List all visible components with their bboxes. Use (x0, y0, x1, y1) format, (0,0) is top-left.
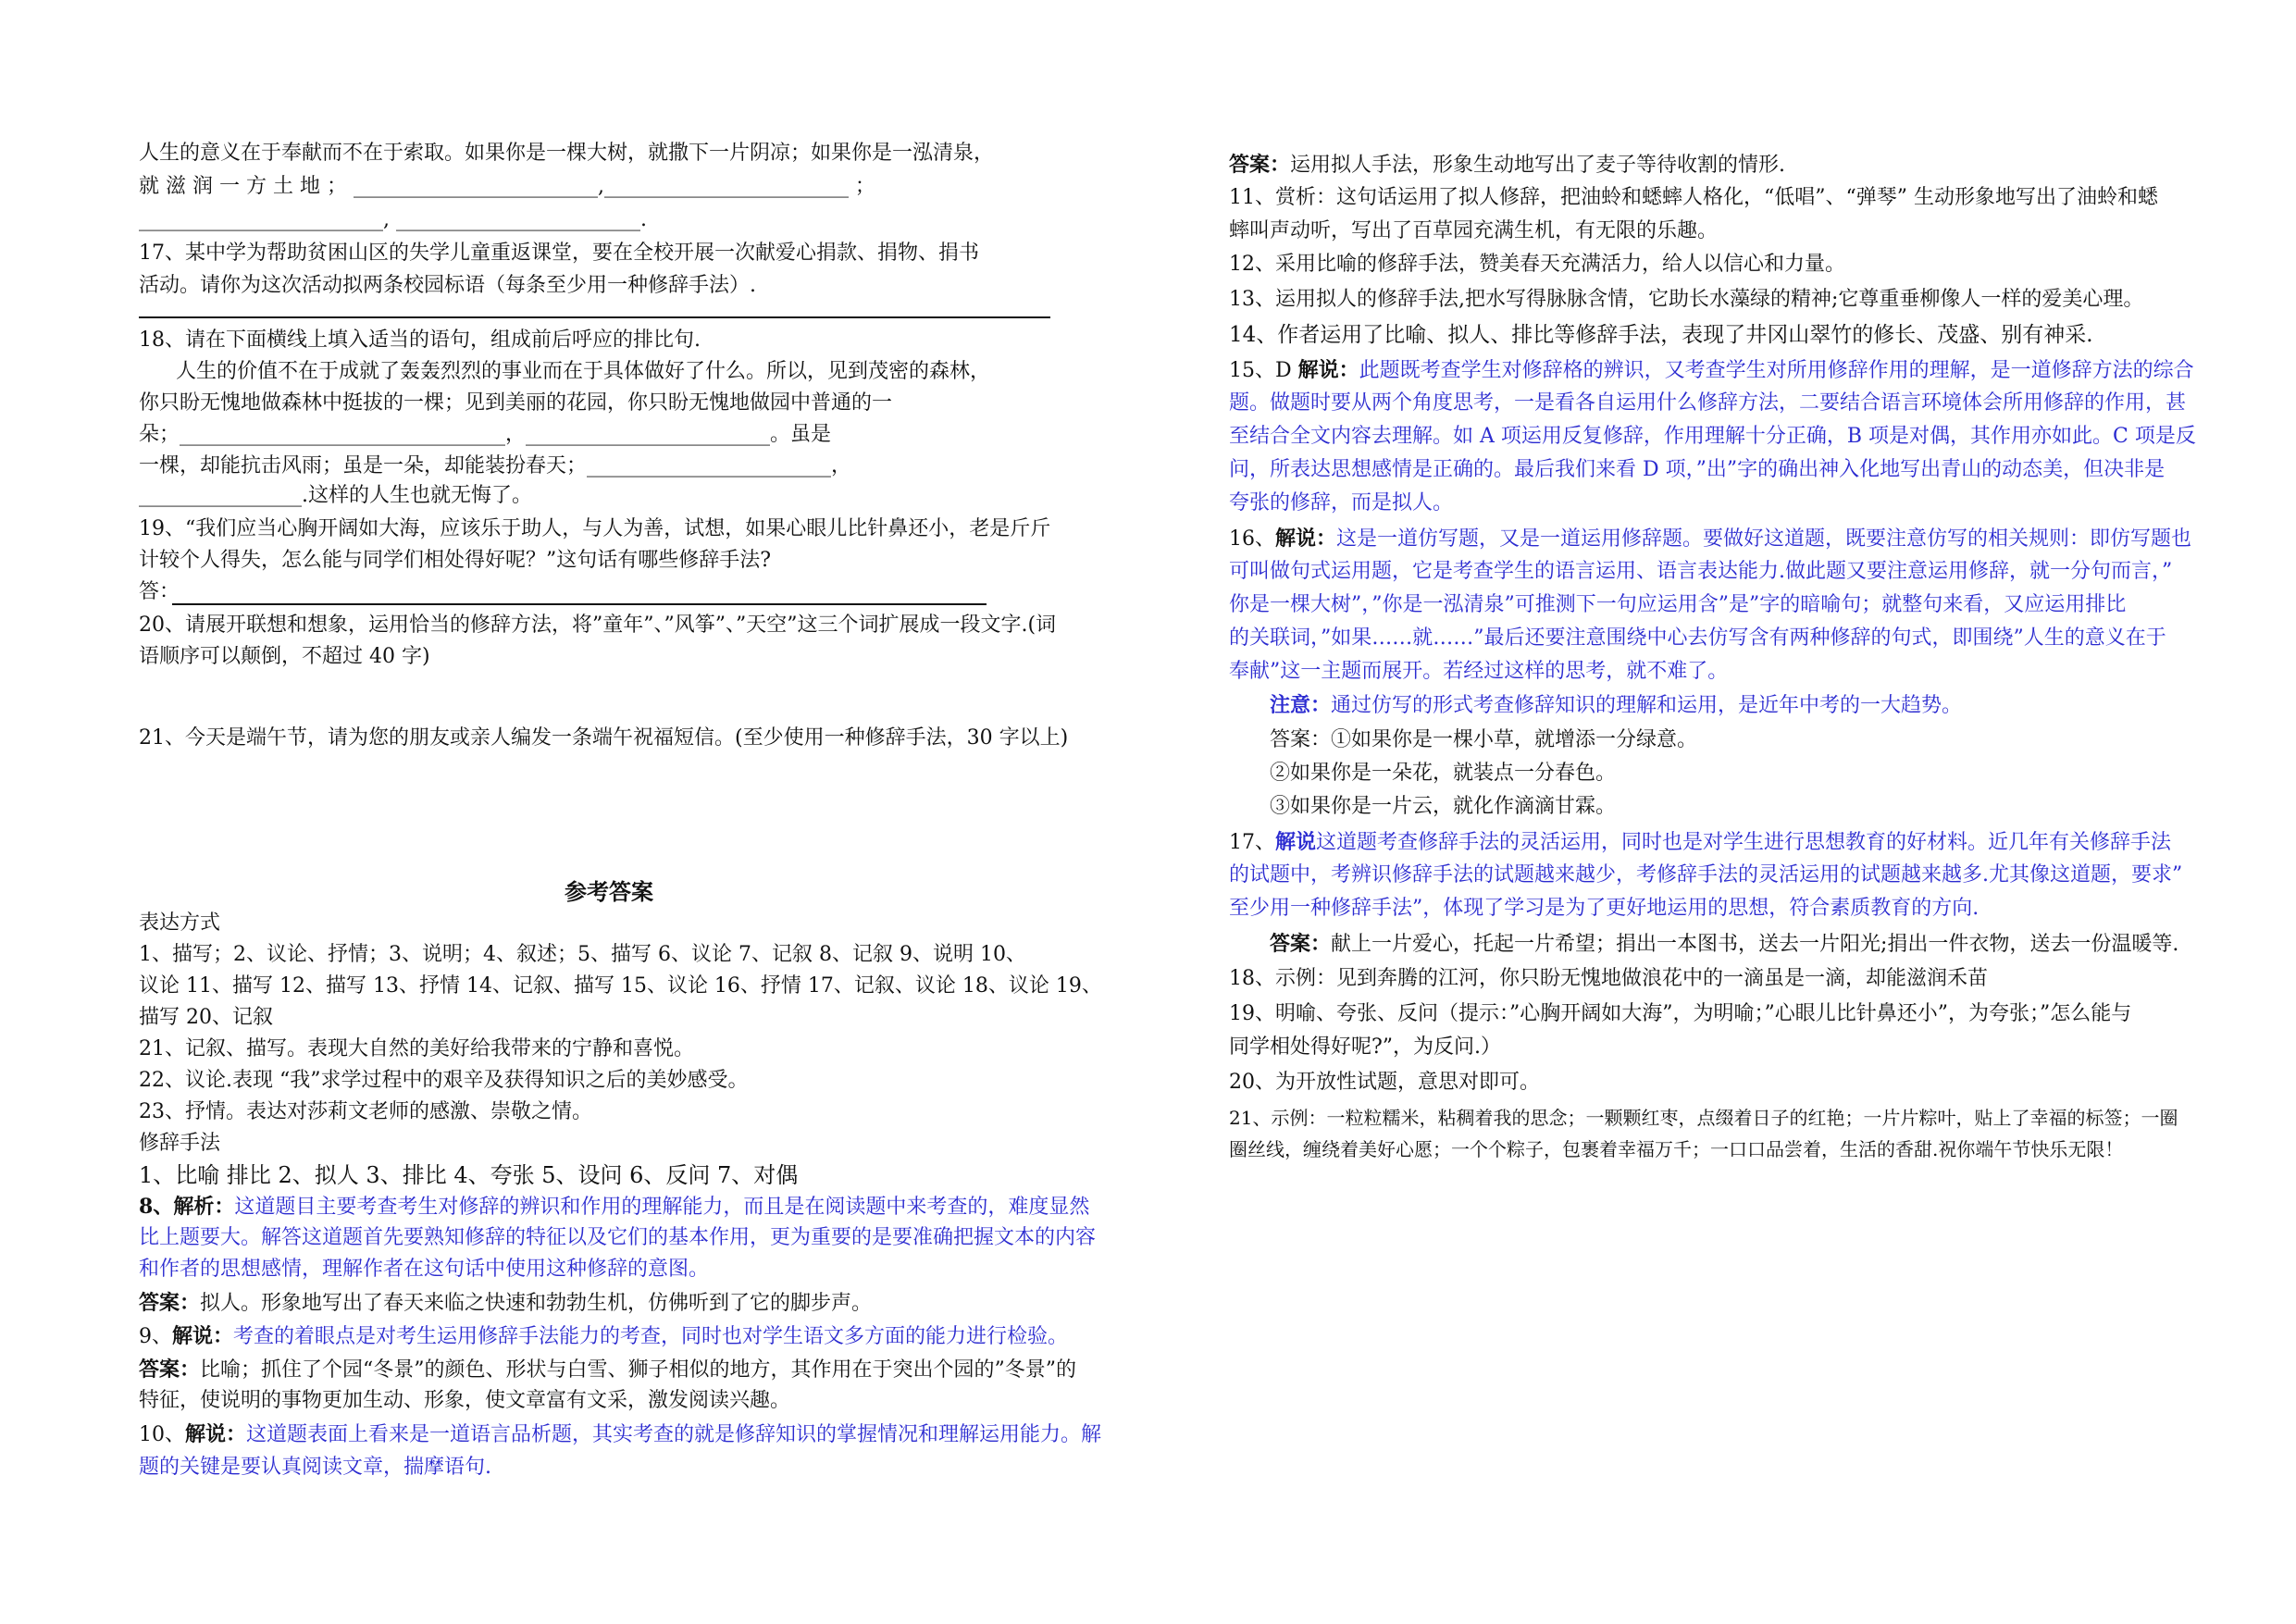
a16-note-text: 通过仿写的形式考查修辞知识的理解和运用，是近年中考的一大趋势。 (1331, 694, 1963, 717)
a15-line2: 题。做题时要从两个角度思考，一是看各自运用什么修辞方法，二要结合语言环境体会所用修辞的作用，甚 (1229, 391, 2187, 415)
a8-text1: 这道题目主要考查考生对修辞的辨识和作用的理解能力，而且是在阅读题中来考查的，难度显然 (234, 1196, 1090, 1219)
a17-num: 17、 (1229, 831, 1275, 854)
a16-label: 解说： (1275, 527, 1337, 551)
q17-answer-line (139, 316, 1050, 318)
expr-heading: 表达方式 (139, 911, 221, 935)
a9-label: 解说： (172, 1324, 234, 1348)
q18-line2: 人生的价值不在于成就了轰轰烈烈的事业而在于具体做好了什么。所以，见到茂密的森林， (176, 360, 991, 383)
a9-answer-text: 比喻；抓住了个园“冬景”的颜色、形状与白雪、狮子相似的地方，其作用在于突出个园的”冬景”的 (200, 1358, 1077, 1382)
a16-answer3: ③如果你是一片云，就化作滴滴甘霖。 (1270, 795, 1617, 818)
a11-line2: 蟀叫声动听，写出了百草园充满生机，有无限的乐趣。 (1229, 219, 1719, 242)
a16-text1: 这是一道仿写题，又是一道运用修辞题。要做好这道题，既要注意仿写的相关规则：即仿写题也 (1336, 527, 2192, 551)
q20-line1: 20、请展开联想和想象，运用恰当的修辞方法，将”童年”、”风筝”、”天空”这三个词扩展成一段文字.(词 (139, 614, 1057, 637)
a13-line: 13、运用拟人的修辞手法,把水写得脉脉含情，它助长水藻绿的精神;它尊重垂柳像人一样的爱美心理。 (1229, 288, 2144, 311)
a9-answer-label: 答案： (139, 1357, 201, 1382)
q18-line6: ________________.这样的人生也就无悔了。 (139, 484, 532, 507)
expr-line2: 议论 11、描写 12、描写 13、抒情 14、记叙、描写 15、议论 16、抒情 17、记叙、议论 18、议论 19、 (139, 974, 1102, 998)
a14-line: 14、作者运用了比喻、拟人、排比等修辞手法，表现了井冈山翠竹的修长、茂盛、别有神采. (1229, 323, 2093, 347)
q18-line5: 一棵，却能抗击风雨；虽是一朵，却能装扮春天；________________________， (139, 454, 852, 477)
a8-line1 (139, 1192, 1089, 1222)
expr-a21: 21、记叙、描写。表现大自然的美好给我带来的宁静和喜悦。 (139, 1037, 694, 1060)
a10-text1: 这道题表面上看来是一道语言品析题，其实考查的就是修辞知识的掌握情况和理解运用能力。解 (246, 1423, 1102, 1446)
a15-line3: 至结合全文内容去理解。如 A 项运用反复修辞，作用理解十分正确，B 项是对偶，其作用亦如此。C 项是反 (1229, 425, 2196, 448)
a16-num: 16、 (1229, 527, 1275, 551)
a20-line: 20、为开放性试题，意思对即可。 (1229, 1071, 1540, 1094)
a16-line1 (1229, 524, 2191, 554)
a17-line1 (1229, 827, 2171, 858)
a15-label: 解说： (1297, 358, 1359, 382)
q20-line2: 语顺序可以颠倒，不超过 40 字) (139, 645, 430, 668)
q19-line1: 19、“我们应当心胸开阔如大海，应该乐于助人，与人为善，试想，如果心眼儿比针鼻还小，老是斤斤 (139, 517, 1051, 540)
q16-line1: 人生的意义在于奉献而不在于索取。如果你是一棵大树，就撒下一片阴凉；如果你是一泓清泉， (139, 142, 995, 165)
expr-line1: 1、描写；2、议论、抒情；3、说明；4、叙述；5、描写 6、议论 7、记叙 8、记叙 9、说明 10、 (139, 943, 1026, 966)
a10-num: 10、 (139, 1423, 185, 1446)
a9-answer (139, 1355, 1076, 1385)
q19-answer-line (172, 603, 987, 605)
a17-answer (1270, 929, 2178, 960)
q18-line4: 朵；________________________________，________________________。虽是 (139, 423, 832, 446)
a8-line3: 和作者的思想感情，理解作者在这句话中使用这种修辞的意图。 (139, 1258, 710, 1281)
a8-answer-label: 答案： (139, 1291, 201, 1315)
a15-num: 15、D (1229, 359, 1298, 382)
a16-line5: 奉献”这一主题而展开。若经过这样的思考，就不难了。 (1229, 660, 1729, 683)
a8-label: 解析： (173, 1195, 235, 1219)
a10-answer (1229, 150, 1785, 180)
a8-num: 8、 (139, 1195, 174, 1219)
a10-answer-text: 运用拟人手法，形象生动地写出了麦子等待收割的情形. (1290, 154, 1786, 177)
a17-text1: 这道题考查修辞手法的灵活运用，同时也是对学生进行思想教育的好材料。近几年有关修辞手法 (1316, 831, 2172, 854)
q19-answer-label: 答： (139, 580, 180, 603)
q18-line1: 18、请在下面横线上填入适当的语句，组成前后呼应的排比句. (139, 329, 701, 352)
a19-line2: 同学相处得好呢?”，为反问.） (1229, 1035, 1502, 1059)
q17-line2: 活动。请你为这次活动拟两条校园标语（每条至少用一种修辞手法）. (139, 274, 756, 297)
a19-line1: 19、明喻、夸张、反问（提示：”心胸开阔如大海”，为明喻；”心眼儿比针鼻还小”，为夸张；”怎么能与 (1229, 1002, 2132, 1025)
a8-answer (139, 1288, 872, 1319)
a15-line1 (1229, 355, 2194, 386)
a10-line1 (139, 1419, 1101, 1450)
a10-line2: 题的关键是要认真阅读文章，揣摩语句. (139, 1456, 491, 1479)
rhet-heading: 修辞手法 (139, 1132, 221, 1155)
a16-answer1: 答案：①如果你是一棵小草，就增添一分绿意。 (1270, 728, 1698, 751)
a16-line3: 你是一棵大树”，”你是一泓清泉”可推测下一句应运用含”是”字的暗喻句；就整句来看，又应运用排比 (1229, 593, 2127, 616)
q17-line1: 17、某中学为帮助贫困山区的失学儿童重返课堂，要在全校开展一次献爱心捐款、捐物、捐书 (139, 242, 979, 265)
a16-line4: 的关联词，”如果……就……”最后还要注意围绕中心去仿写含有两种修辞的句式，即围绕”人生的意义在于 (1229, 626, 2166, 650)
a9-answer-line2: 特征，使说明的事物更加生动、形象，使文章富有文采，激发阅读兴趣。 (139, 1389, 791, 1412)
answers-title: 参考答案 (565, 878, 653, 905)
a15-text1: 此题既考查学生对修辞格的辨识，又考查学生对所用修辞作用的理解，是一道修辞方法的综合 (1359, 359, 2194, 382)
a16-line2: 可叫做句式运用题，它是考查学生的语言运用、语言表达能力.做此题又要注意运用修辞，就一分句而言，” (1229, 560, 2173, 583)
expr-line3: 描写 20、记叙 (139, 1006, 273, 1029)
a11-line1: 11、赏析：这句话运用了拟人修辞，把油蛉和蟋蟀人格化，“低唱”、“弹琴” 生动形象地写出了油蛉和蟋 (1229, 186, 2158, 209)
q16-line2: 就 滋 润 一 方 土 地 ； ________________________,________________________ ； (139, 175, 875, 198)
q21-line: 21、今天是端午节，请为您的朋友或亲人编发一条端午祝福短信。(至少使用一种修辞手法，30 字以上) (139, 726, 1069, 750)
a12-line: 12、采用比喻的修辞手法，赞美春天充满活力，给人以信心和力量。 (1229, 253, 1845, 276)
a17-answer-label: 答案： (1270, 932, 1332, 956)
a17-line2: 的试题中，考辨识修辞手法的试题越来越少，考修辞手法的灵活运用的试题越来越多.尤其像这道题，要求” (1229, 863, 2183, 886)
a9-line1 (139, 1321, 1068, 1352)
q16-line3: ________________________, ________________________. (139, 208, 647, 231)
a9-text1: 考查的着眼点是对考生运用修辞手法能力的考查，同时也对学生语文多方面的能力进行检验。 (233, 1325, 1069, 1348)
a8-answer-text: 拟人。形象地写出了春天来临之快速和勃勃生机，仿佛听到了它的脚步声。 (200, 1292, 873, 1315)
a17-answer-text: 献上一片爱心，托起一片希望；捐出一本图书，送去一片阳光;捐出一件衣物，送去一份温暖等. (1331, 933, 2179, 956)
a16-answer2: ②如果你是一朵花，就装点一分春色。 (1270, 762, 1617, 785)
a17-line3: 至少用一种修辞手法”，体现了学习是为了更好地运用的思想，符合素质教育的方向. (1229, 897, 1980, 920)
a21-line2: 圈丝线，缠绕着美好心愿；一个个粽子，包裹着幸福万千；一口口品尝着，生活的香甜.祝你端午节快乐无限！ (1229, 1138, 2124, 1160)
expr-a22: 22、议论.表现 “我”求学过程中的艰辛及获得知识之后的美妙感受。 (139, 1069, 749, 1092)
rhet-line: 1、比喻 排比 2、拟人 3、排比 4、夸张 5、设问 6、反问 7、对偶 (139, 1162, 799, 1188)
a15-line5: 夸张的修辞，而是拟人。 (1229, 491, 1454, 514)
a10-label: 解说： (185, 1422, 247, 1446)
a15-line4: 问，所表达思想感情是正确的。最后我们来看 D 项，”出”字的确出神入化地写出青山的动态美，但决非是 (1229, 458, 2166, 481)
a9-num: 9、 (139, 1325, 172, 1348)
a21-line1: 21、示例：一粒粒糯米，粘稠着我的思念；一颗颗红枣，点缀着日子的红艳；一片片粽叶，贴上了幸福的标签；一圈 (1229, 1107, 2178, 1129)
a8-line2: 比上题要大。解答这道题首先要熟知修辞的特征以及它们的基本作用，更为重要的是要准确把握文本的内容 (139, 1226, 1097, 1249)
q19-line2: 计较个人得失，怎么能与同学们相处得好呢？”这句话有哪些修辞手法? (139, 549, 772, 572)
a18-line: 18、示例：见到奔腾的江河，你只盼无愧地做浪花中的一滴虽是一滴，却能滋润禾苗 (1229, 967, 1988, 990)
a17-label: 解说 (1275, 830, 1317, 854)
a16-note-label: 注意： (1270, 693, 1332, 717)
a10-answer-label: 答案： (1229, 153, 1291, 177)
expr-a23: 23、抒情。表达对莎莉文老师的感激、崇敬之情。 (139, 1100, 592, 1123)
a16-note (1270, 690, 1962, 721)
q18-line3: 你只盼无愧地做森林中挺拔的一棵；见到美丽的花园，你只盼无愧地做园中普通的一 (139, 391, 893, 415)
